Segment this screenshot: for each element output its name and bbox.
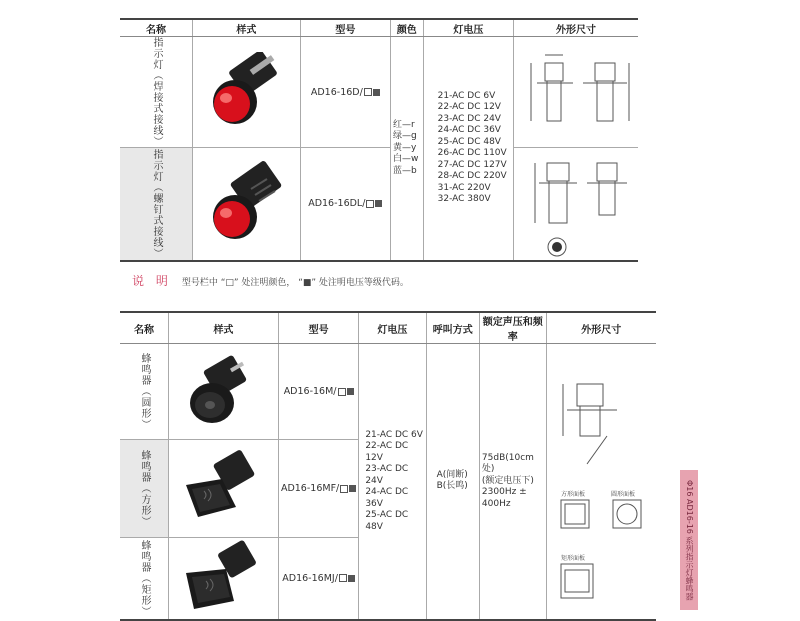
side-category-tab: Φ16 AD16-16 系列指示灯蜂鸣器	[680, 470, 698, 610]
call-mode-item: A(间断)	[436, 469, 468, 480]
buzzer-rectangle-image	[178, 539, 268, 617]
header-color: 颜色	[391, 19, 424, 37]
product-image-cell	[193, 148, 301, 261]
color-code-box-icon	[340, 485, 348, 493]
dimension-drawing-cell	[514, 37, 638, 148]
product-image-cell	[169, 440, 279, 538]
color-item: 蓝—b	[393, 165, 417, 176]
voltage-item: 24-AC DC 36V	[365, 487, 409, 509]
header-call-mode: 呼叫方式	[426, 312, 479, 344]
table-row	[120, 148, 638, 261]
voltage-item: 24-AC DC 36V	[437, 125, 501, 136]
header-model: 型号	[278, 312, 358, 344]
voltage-code-box-icon	[348, 575, 355, 582]
voltage-item: 28-AC DC 220V	[437, 171, 507, 182]
note-label: 说 明	[132, 274, 172, 288]
dimension-drawing	[517, 43, 635, 141]
sound-spec-list	[480, 453, 546, 511]
dim-label: 圆形面板	[611, 491, 636, 498]
header-voltage: 灯电压	[359, 312, 426, 344]
model-code: AD16-16MF/	[280, 483, 340, 494]
color-item: 黄—y	[393, 142, 417, 153]
header-style: 样式	[169, 312, 279, 344]
table-row	[120, 37, 638, 148]
table-row	[120, 344, 656, 440]
product-image-cell	[169, 344, 279, 440]
table2-header-row	[120, 312, 656, 344]
row-name: 蜂鸣器（矩形）	[139, 539, 150, 617]
voltage-code-box-icon	[373, 89, 380, 96]
voltage-item: 25-AC DC 48V	[437, 136, 501, 147]
call-mode-item: B(长鸣)	[436, 481, 468, 492]
dimension-drawing-cell	[546, 344, 656, 620]
color-code-box-icon	[339, 574, 347, 582]
voltage-item: 22-AC DC 12V	[365, 441, 409, 463]
sound-spec-item: 75dB(10cm处)	[481, 452, 534, 474]
row-name: 指示灯（焊接式接线）	[151, 37, 162, 147]
product-image-cell	[193, 37, 301, 148]
voltage-item: 21-AC DC 6V	[365, 429, 423, 440]
color-item: 红—r	[393, 119, 415, 130]
buzzer-table	[120, 311, 656, 621]
voltage-list	[359, 430, 425, 534]
header-style: 样式	[193, 19, 301, 37]
indicator-lamp-screw-image	[201, 159, 291, 249]
voltage-item: 22-AC DC 12V	[437, 102, 501, 113]
sound-spec-item: (额定电压下)	[481, 475, 534, 486]
voltage-list	[424, 91, 513, 206]
usage-note	[132, 272, 409, 289]
color-item: 白—w	[393, 154, 419, 164]
voltage-item: 31-AC 220V	[437, 182, 491, 193]
model-code: AD16-16MJ/	[282, 572, 338, 584]
dimension-drawing-cell	[514, 148, 638, 261]
header-name: 名称	[120, 312, 169, 344]
model-code: AD16-16M/	[283, 386, 337, 397]
color-code-box-icon	[338, 388, 346, 396]
voltage-item: 25-AC DC 48V	[365, 510, 409, 532]
voltage-item: 27-AC DC 127V	[437, 159, 507, 170]
model-code: AD16-16D/	[310, 86, 363, 98]
color-code-box-icon	[366, 200, 374, 208]
dim-label: 方形面板	[561, 491, 586, 498]
header-dimensions: 外形尺寸	[546, 312, 656, 344]
row-name: 蜂鸣器（方形）	[139, 450, 150, 527]
voltage-item: 26-AC DC 110V	[437, 148, 507, 159]
buzzer-square-image	[178, 449, 268, 529]
table1-header-row	[120, 19, 638, 37]
row-name: 指示灯（螺钉式接线）	[151, 148, 162, 259]
note-text: 型号栏中 “□” 处注明颜色， “■” 处注明电压等级代码。	[181, 278, 409, 288]
header-sound: 额定声压和频率	[479, 312, 546, 344]
color-item: 绿—g	[393, 131, 417, 141]
model-code: AD16-16DL/	[308, 198, 366, 210]
voltage-code-box-icon	[349, 485, 356, 492]
voltage-item: 21-AC DC 6V	[437, 90, 496, 101]
voltage-code-box-icon	[347, 388, 354, 395]
voltage-item: 23-AC DC 24V	[437, 113, 501, 124]
sound-spec-item: 2300Hz ± 400Hz	[481, 487, 527, 509]
voltage-code-box-icon	[375, 200, 382, 207]
dim-label: 矩形面板	[561, 555, 586, 562]
buzzer-round-image	[178, 353, 268, 431]
voltage-item: 32-AC 380V	[437, 194, 491, 205]
product-image-cell	[169, 538, 279, 620]
color-code-box-icon	[364, 88, 372, 96]
buzzer-dimension-drawing	[547, 344, 655, 612]
row-name: 蜂鸣器（圆形）	[139, 353, 150, 430]
dimension-drawing	[517, 149, 635, 259]
indicator-lamp-table	[120, 18, 638, 262]
header-voltage: 灯电压	[423, 19, 513, 37]
voltage-item: 23-AC DC 24V	[365, 464, 409, 486]
header-dimensions: 外形尺寸	[514, 19, 638, 37]
header-name: 名称	[120, 19, 193, 37]
call-mode-list	[427, 470, 479, 493]
indicator-lamp-solder-image	[201, 52, 291, 132]
color-list	[391, 120, 423, 178]
header-model: 型号	[300, 19, 390, 37]
